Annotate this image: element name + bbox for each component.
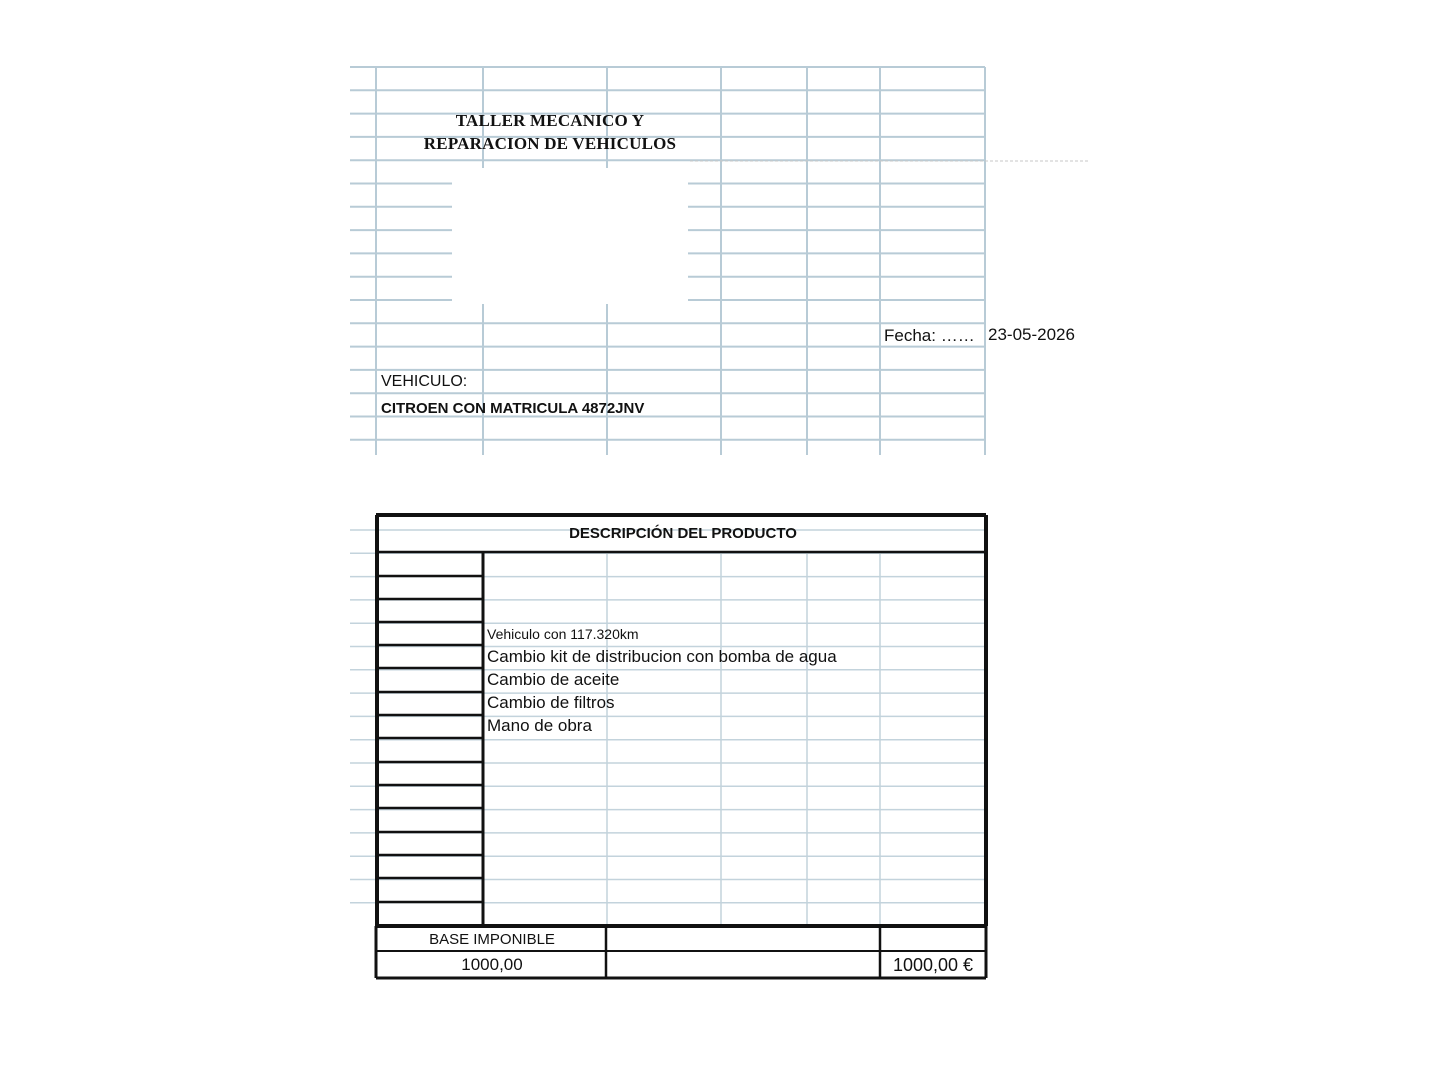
date-value: 23-05-2026: [988, 325, 1075, 344]
product-table-heading: DESCRIPCIÓN DEL PRODUCTO: [569, 525, 797, 542]
redacted-area: [452, 168, 688, 304]
mileage-note: Vehiculo con 117.320km: [487, 626, 639, 642]
item-oil-change: Cambio de aceite: [487, 670, 620, 689]
company-title-line2: REPARACION DE VEHICULOS: [423, 134, 677, 153]
item-filter-change: Cambio de filtros: [487, 693, 615, 712]
company-title-line1: TALLER MECANICO Y: [455, 111, 645, 130]
item-labor: Mano de obra: [487, 716, 592, 735]
base-imponible-value: 1000,00: [461, 955, 523, 974]
base-imponible-label: BASE IMPONIBLE: [429, 931, 555, 948]
vehicle-label: VEHICULO:: [381, 373, 468, 390]
date-label: Fecha: ……: [884, 326, 975, 345]
vehicle-description: CITROEN CON MATRICULA 4872JNV: [381, 400, 645, 417]
item-distribution-kit: Cambio kit de distribucion con bomba de agua: [487, 647, 837, 666]
total-amount: 1000,00 €: [892, 955, 974, 975]
